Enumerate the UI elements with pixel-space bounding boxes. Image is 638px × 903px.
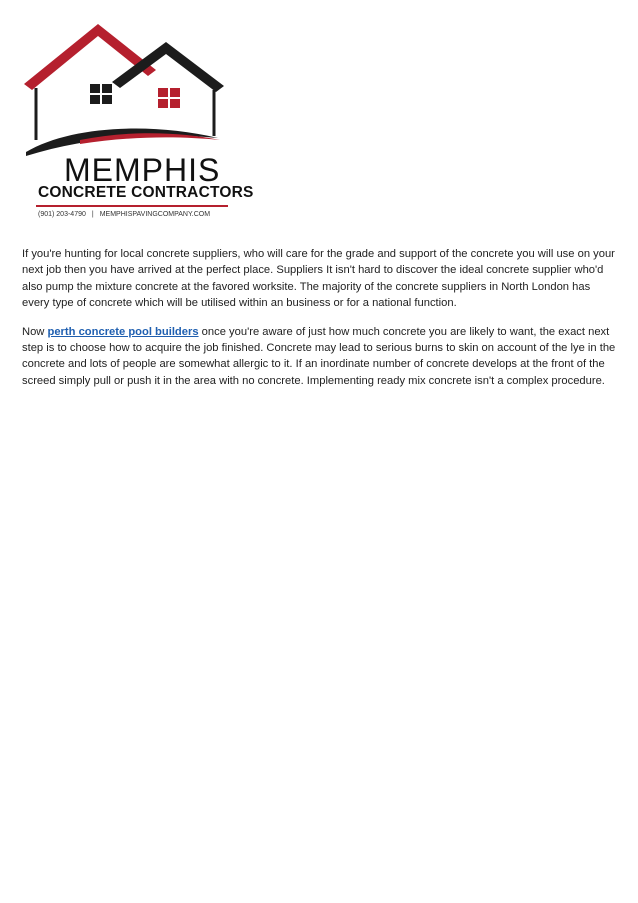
window-icon	[90, 84, 112, 104]
company-logo	[20, 22, 254, 222]
logo-separator: |	[91, 211, 94, 218]
paragraph-2-rest: once you're aware of just how much concrete you are likely to want, the exact next step is to choose how to acquire the job finished. Concrete may lead to serious burns to skin on account of the lye in the concrete and lots of people are somewhat allergic to it. If an inordinate number of concrete develops at the front of the screed simply pull or push it in the area with no concrete. Implementing ready mix concrete isn't a complex procedure.	[22, 325, 616, 387]
logo-subtitle: CONCRETE CONTRACTORS	[38, 184, 254, 201]
logo-brand-name: MEMPHIS	[64, 152, 221, 188]
logo-contact-line	[38, 211, 210, 218]
paragraph-2-lead: Now	[22, 325, 48, 338]
logo-divider	[36, 205, 228, 207]
logo-phone: (901) 203-4790	[38, 211, 86, 218]
article-body	[22, 246, 620, 401]
house-roof-icon	[20, 22, 240, 162]
logo-website: MEMPHISPAVINGCOMPANY.COM	[99, 211, 211, 218]
perth-concrete-pool-builders-link[interactable]: perth concrete pool builders	[47, 325, 199, 338]
paragraph-1: If you're hunting for local concrete suppliers, who will care for the grade and support of the concrete you will use on your next job then you have arrived at the perfect place. Suppliers It isn't hard to discover the ideal concrete supplier who'd also pump the mixture concrete at the favored worksite. The majority of the concrete suppliers in North London has every type of concrete which will be utilised within an business or for a national function.	[22, 248, 615, 310]
paragraph-2	[22, 324, 620, 390]
window-icon	[158, 88, 180, 108]
